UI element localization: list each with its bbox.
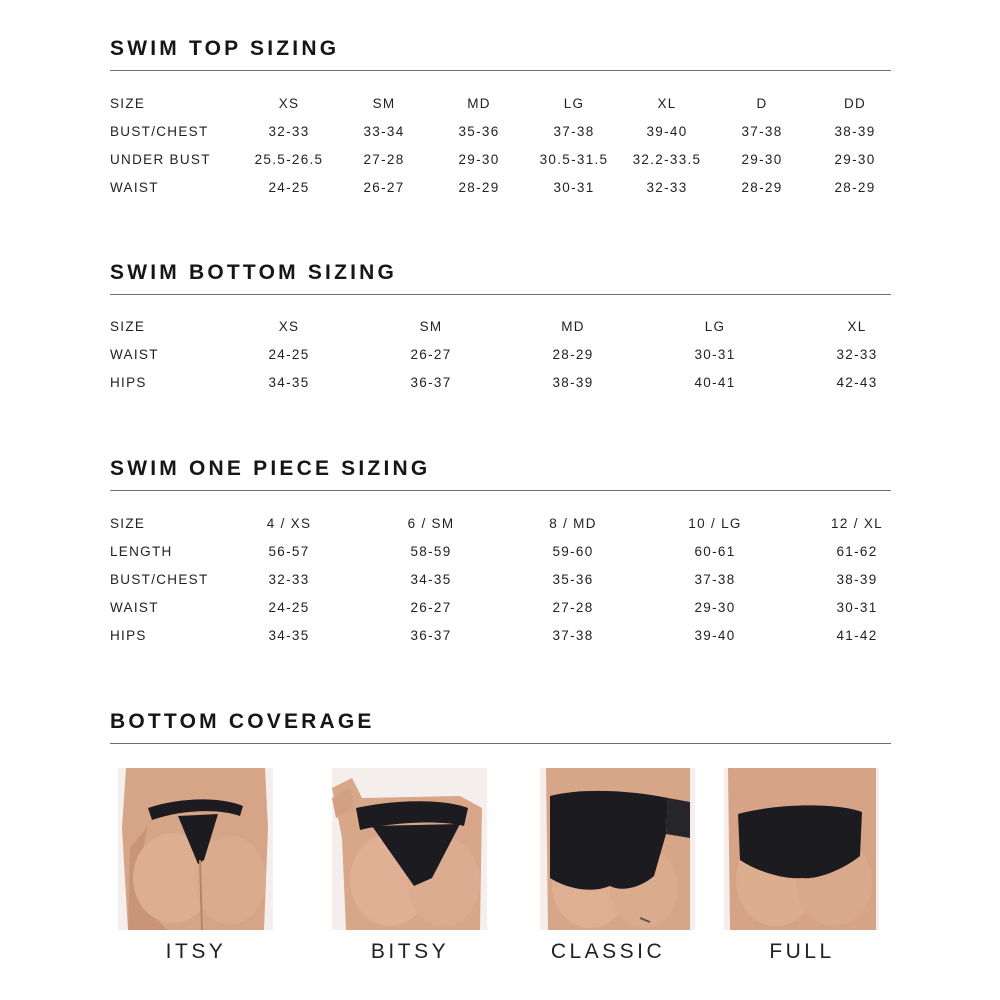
size-value: 30.5-31.5 xyxy=(539,152,609,167)
swim-bottom-header-row xyxy=(110,317,891,337)
size-value: 28-29 xyxy=(552,347,594,362)
classic-bikini-photo xyxy=(540,768,695,930)
swim-top-title: SWIM TOP SIZING xyxy=(110,37,340,60)
size-value: SM xyxy=(372,96,396,111)
row-label: SIZE xyxy=(110,319,146,334)
size-value: 30-31 xyxy=(836,600,878,615)
swim-one-piece-title: SWIM ONE PIECE SIZING xyxy=(110,457,431,480)
table-row xyxy=(110,626,891,646)
size-value: 29-30 xyxy=(741,152,783,167)
size-value: 42-43 xyxy=(836,375,878,390)
size-value: 12 / XL xyxy=(831,516,883,531)
size-value: 39-40 xyxy=(694,628,736,643)
row-label: HIPS xyxy=(110,375,147,390)
size-value: 4 / XS xyxy=(266,516,312,531)
size-value: 38-39 xyxy=(834,124,876,139)
row-label: WAIST xyxy=(110,180,159,195)
size-value: DD xyxy=(843,96,867,111)
row-label: LENGTH xyxy=(110,544,173,559)
table-row xyxy=(110,345,891,365)
size-value: 29-30 xyxy=(694,600,736,615)
size-value: XS xyxy=(278,319,300,334)
size-value: 8 / MD xyxy=(549,516,597,531)
table-row xyxy=(110,598,891,618)
table-row xyxy=(110,373,891,393)
size-value: 37-38 xyxy=(741,124,783,139)
size-value: 41-42 xyxy=(836,628,878,643)
size-value: 25.5-26.5 xyxy=(254,152,324,167)
size-value: 30-31 xyxy=(694,347,736,362)
itsy-caption: ITSY xyxy=(165,940,227,963)
row-label: SIZE xyxy=(110,96,146,111)
size-value: 61-62 xyxy=(836,544,878,559)
itsy-bikini-photo xyxy=(118,768,273,930)
table-row xyxy=(110,542,891,562)
size-value: 32-33 xyxy=(646,180,688,195)
size-value: 28-29 xyxy=(741,180,783,195)
size-value: XS xyxy=(278,96,300,111)
size-value: 28-29 xyxy=(458,180,500,195)
full-caption: FULL xyxy=(769,940,835,963)
bottom-coverage-divider xyxy=(110,743,891,744)
table-row xyxy=(110,178,891,198)
size-value: 24-25 xyxy=(268,347,310,362)
size-value: 34-35 xyxy=(410,572,452,587)
size-value: 34-35 xyxy=(268,628,310,643)
swim-one-piece-header-row xyxy=(110,514,891,534)
size-value: 29-30 xyxy=(834,152,876,167)
size-value: 32-33 xyxy=(268,124,310,139)
size-value: LG xyxy=(563,96,585,111)
size-value: 30-31 xyxy=(553,180,595,195)
size-value: 60-61 xyxy=(694,544,736,559)
size-value: 37-38 xyxy=(553,124,595,139)
size-value: 33-34 xyxy=(363,124,405,139)
size-value: 59-60 xyxy=(552,544,594,559)
bottom-coverage-title: BOTTOM COVERAGE xyxy=(110,710,375,733)
bitsy-bikini-photo xyxy=(332,768,487,930)
size-value: 56-57 xyxy=(268,544,310,559)
size-value: 35-36 xyxy=(458,124,500,139)
size-value: MD xyxy=(561,319,585,334)
size-value: 26-27 xyxy=(410,600,452,615)
size-value: 36-37 xyxy=(410,375,452,390)
size-value: MD xyxy=(467,96,491,111)
size-value: LG xyxy=(704,319,726,334)
swim-one-piece-divider xyxy=(110,490,891,491)
size-value: 6 / SM xyxy=(407,516,455,531)
swim-top-header-row xyxy=(110,94,891,114)
size-value: 32-33 xyxy=(268,572,310,587)
size-value: 32-33 xyxy=(836,347,878,362)
size-value: 27-28 xyxy=(363,152,405,167)
size-value: 34-35 xyxy=(268,375,310,390)
classic-caption: CLASSIC xyxy=(550,940,666,963)
size-value: 26-27 xyxy=(410,347,452,362)
row-label: BUST/CHEST xyxy=(110,572,209,587)
size-value: 24-25 xyxy=(268,180,310,195)
size-value: 32.2-33.5 xyxy=(632,152,702,167)
size-value: D xyxy=(756,96,768,111)
size-value: 38-39 xyxy=(836,572,878,587)
swim-top-divider xyxy=(110,70,891,71)
size-value: 10 / LG xyxy=(688,516,742,531)
bitsy-caption: BITSY xyxy=(370,940,450,963)
size-value: 36-37 xyxy=(410,628,452,643)
size-value: 40-41 xyxy=(694,375,736,390)
table-row xyxy=(110,122,891,142)
row-label: SIZE xyxy=(110,516,146,531)
size-value: 35-36 xyxy=(552,572,594,587)
swim-bottom-divider xyxy=(110,294,891,295)
size-value: 37-38 xyxy=(552,628,594,643)
size-value: XL xyxy=(847,319,867,334)
size-value: 28-29 xyxy=(834,180,876,195)
table-row xyxy=(110,570,891,590)
size-value: 58-59 xyxy=(410,544,452,559)
row-label: WAIST xyxy=(110,347,159,362)
size-value: 38-39 xyxy=(552,375,594,390)
size-value: XL xyxy=(657,96,677,111)
table-row xyxy=(110,150,891,170)
row-label: BUST/CHEST xyxy=(110,124,209,139)
row-label: WAIST xyxy=(110,600,159,615)
size-value: SM xyxy=(419,319,443,334)
size-value: 26-27 xyxy=(363,180,405,195)
size-value: 29-30 xyxy=(458,152,500,167)
size-value: 39-40 xyxy=(646,124,688,139)
size-value: 24-25 xyxy=(268,600,310,615)
row-label: UNDER BUST xyxy=(110,152,211,167)
swim-bottom-title: SWIM BOTTOM SIZING xyxy=(110,261,398,284)
size-value: 37-38 xyxy=(694,572,736,587)
full-bikini-photo xyxy=(724,768,879,930)
size-value: 27-28 xyxy=(552,600,594,615)
row-label: HIPS xyxy=(110,628,147,643)
